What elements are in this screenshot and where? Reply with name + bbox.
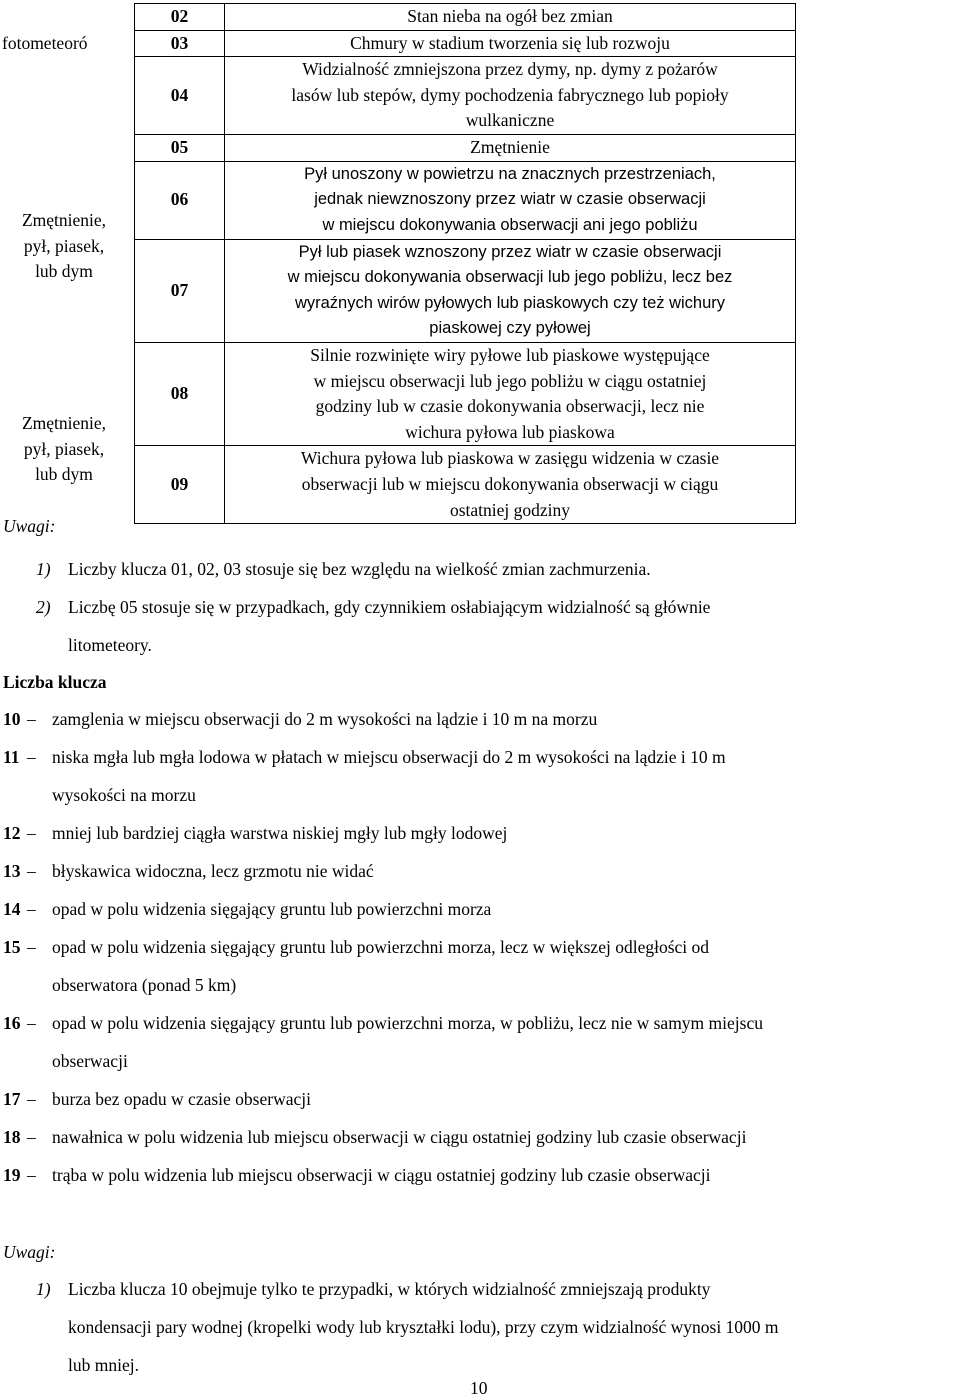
- entry-text-continuation: obserwatora (ponad 5 km): [52, 975, 237, 995]
- description-line: w miejscu dokonywania obserwacji lub jego pobliżu, lecz bez: [287, 268, 733, 287]
- entry-code: 16: [3, 1013, 21, 1033]
- key-entry: [3, 890, 953, 928]
- description-line: w miejscu obserwacji lub jego pobliżu w ciągu ostatniej: [313, 370, 707, 391]
- category-line: Zmętnienie,: [21, 210, 107, 230]
- key-entry: [3, 700, 953, 738]
- key-description: [225, 161, 796, 239]
- table-row: [0, 57, 796, 135]
- category-line: pył, piasek,: [23, 438, 105, 459]
- entry-dash: –: [27, 747, 36, 767]
- description-line: Chmury w stadium tworzenia się lub rozwoju: [350, 32, 670, 53]
- entry-dash: –: [27, 861, 36, 881]
- description-line: Pył lub piasek wznoszony przez wiatr w czasie obserwacji: [298, 242, 722, 261]
- page-number: 10: [470, 1378, 488, 1398]
- entry-text: nawałnica w polu widzenia lub miejscu obserwacji w ciągu ostatniej godziny lub czasie obserwacji: [52, 1127, 747, 1147]
- key-code: 02: [135, 4, 225, 31]
- notes-label: Uwagi:: [3, 516, 56, 536]
- description-line: w miejscu dokonywania obserwacji ani jego pobliżu: [322, 215, 698, 234]
- key-code: 08: [135, 342, 225, 445]
- entry-code: 18: [3, 1127, 21, 1147]
- entry-code: 12: [3, 823, 21, 843]
- key-description: [225, 446, 796, 524]
- description-line: Pył unoszony w powietrzu na znacznych przestrzeniach,: [304, 164, 716, 183]
- description-line: godziny lub w czasie dokonywania obserwacji, lecz nie: [315, 396, 705, 417]
- note-text-continuation: lub mniej.: [68, 1355, 139, 1375]
- description-line: obserwacji lub w miejscu dokonywania obserwacji w ciągu: [301, 473, 719, 494]
- entry-dash: –: [27, 1089, 36, 1109]
- key-description: [225, 57, 796, 135]
- entry-dash: –: [27, 1165, 36, 1185]
- note-text-continuation: kondensacji pary wodnej (kropelki wody lub kryształki lodu), przy czym widzialność wynosi 1000 m: [68, 1317, 779, 1337]
- entry-dash: –: [27, 709, 36, 729]
- category-cell: [0, 57, 135, 135]
- entry-text: niska mgła lub mgła lodowa w płatach w miejscu obserwacji do 2 m wysokości na lądzie i 10 m: [52, 747, 726, 767]
- note-text: Liczba klucza 10 obejmuje tylko te przypadki, w których widzialność zmniejszają produkty: [68, 1279, 711, 1299]
- entry-dash: –: [27, 899, 36, 919]
- description-line: Wichura pyłowa lub piaskowa w zasięgu widzenia w czasie: [300, 448, 720, 469]
- key-code: 09: [135, 446, 225, 524]
- key-code: 04: [135, 57, 225, 135]
- description-line: Widzialność zmniejszona przez dymy, np. dymy z pożarów: [302, 59, 718, 80]
- key-code: 06: [135, 161, 225, 239]
- entry-text: opad w polu widzenia sięgający gruntu lub powierzchni morza, lecz w większej odległości od: [52, 937, 710, 957]
- category-cell: [0, 30, 135, 57]
- note-text-continuation: litometeory.: [68, 635, 152, 655]
- entry-text: burza bez opadu w czasie obserwacji: [52, 1089, 311, 1109]
- category-label: fotometeoró: [2, 32, 88, 53]
- key-code: 05: [135, 134, 225, 161]
- key-description: [225, 30, 796, 57]
- entry-code: 10: [3, 709, 21, 729]
- key-description: [225, 342, 796, 445]
- entry-dash: –: [27, 823, 36, 843]
- note-number: 2): [36, 597, 51, 617]
- category-line: lub dym: [35, 464, 93, 485]
- entry-text: zamglenia w miejscu obserwacji do 2 m wysokości na lądzie i 10 m na morzu: [52, 709, 598, 729]
- description-line: lasów lub stepów, dymy pochodzenia fabrycznego lub popioły: [291, 84, 729, 105]
- entry-code: 19: [3, 1165, 21, 1185]
- category-cell: [0, 134, 135, 161]
- entry-text: opad w polu widzenia sięgający gruntu lub powierzchni morza: [52, 899, 492, 919]
- key-code: 03: [135, 30, 225, 57]
- entry-text-continuation: obserwacji: [52, 1051, 128, 1071]
- note-text: Liczbę 05 stosuje się w przypadkach, gdy czynnikiem osłabiającym widzialność są głównie: [68, 597, 711, 617]
- key-description: [225, 134, 796, 161]
- category-line: Zmętnienie,: [21, 413, 107, 433]
- key-entry: [3, 1118, 953, 1156]
- description-line: Zmętnienie: [470, 136, 550, 157]
- description-line: piaskowej czy pyłowej: [429, 319, 591, 338]
- category-line: lub dym: [35, 261, 93, 282]
- description-line: Silnie rozwinięte wiry pyłowe lub piaskowe występujące: [310, 344, 710, 365]
- key-entry: [3, 928, 953, 1004]
- section-heading: Liczba klucza: [3, 672, 107, 692]
- key-description: [225, 4, 796, 31]
- entry-dash: –: [27, 937, 36, 957]
- notes-label: Uwagi:: [3, 1242, 56, 1262]
- entry-code: 13: [3, 861, 21, 881]
- entry-code: 11: [3, 747, 20, 767]
- entry-code: 14: [3, 899, 21, 919]
- description-line: ostatniej godziny: [449, 499, 571, 520]
- key-code: 07: [135, 239, 225, 342]
- category-label-dust: [2, 411, 126, 488]
- note-item: [36, 588, 936, 664]
- entry-dash: –: [27, 1127, 36, 1147]
- category-label-dust: [2, 208, 126, 285]
- key-entry: [3, 814, 953, 852]
- note-number: 1): [36, 559, 51, 579]
- note-item: [36, 1270, 960, 1384]
- table-row: [0, 134, 796, 161]
- entry-code: 15: [3, 937, 21, 957]
- key-entry: [3, 1080, 953, 1118]
- category-line: pył, piasek,: [23, 235, 105, 256]
- key-entry: [3, 1004, 953, 1080]
- entry-text: opad w polu widzenia sięgający gruntu lub powierzchni morza, w pobliżu, lecz nie w samym miejscu: [52, 1013, 763, 1033]
- key-entry: [3, 738, 953, 814]
- category-cell: [0, 4, 135, 31]
- description-line: Stan nieba na ogół bez zmian: [407, 6, 613, 26]
- description-line: wichura pyłowa lub piaskowa: [405, 421, 615, 442]
- key-entry: [3, 852, 953, 890]
- entry-text-continuation: wysokości na morzu: [52, 785, 196, 805]
- key-description: [225, 239, 796, 342]
- table-row: [0, 30, 796, 57]
- description-line: wulkaniczne: [465, 110, 555, 131]
- note-number: 1): [36, 1279, 51, 1299]
- entry-text: błyskawica widoczna, lecz grzmotu nie widać: [52, 861, 374, 881]
- entry-dash: –: [27, 1013, 36, 1033]
- note-text: Liczby klucza 01, 02, 03 stosuje się bez względu na wielkość zmian zachmurzenia.: [68, 559, 651, 579]
- description-line: wyraźnych wirów pyłowych lub piaskowych czy też wichury: [294, 293, 726, 312]
- note-item: [36, 550, 936, 588]
- entry-text: trąba w polu widzenia lub miejscu obserwacji w ciągu ostatniej godziny lub czasie obserwacji: [52, 1165, 711, 1185]
- description-line: jednak niewznoszony przez wiatr w czasie obserwacji: [314, 190, 706, 209]
- entry-text: mniej lub bardziej ciągła warstwa niskiej mgły lub mgły lodowej: [52, 823, 508, 843]
- key-entry: [3, 1156, 953, 1194]
- entry-code: 17: [3, 1089, 21, 1109]
- table-row: [0, 4, 796, 31]
